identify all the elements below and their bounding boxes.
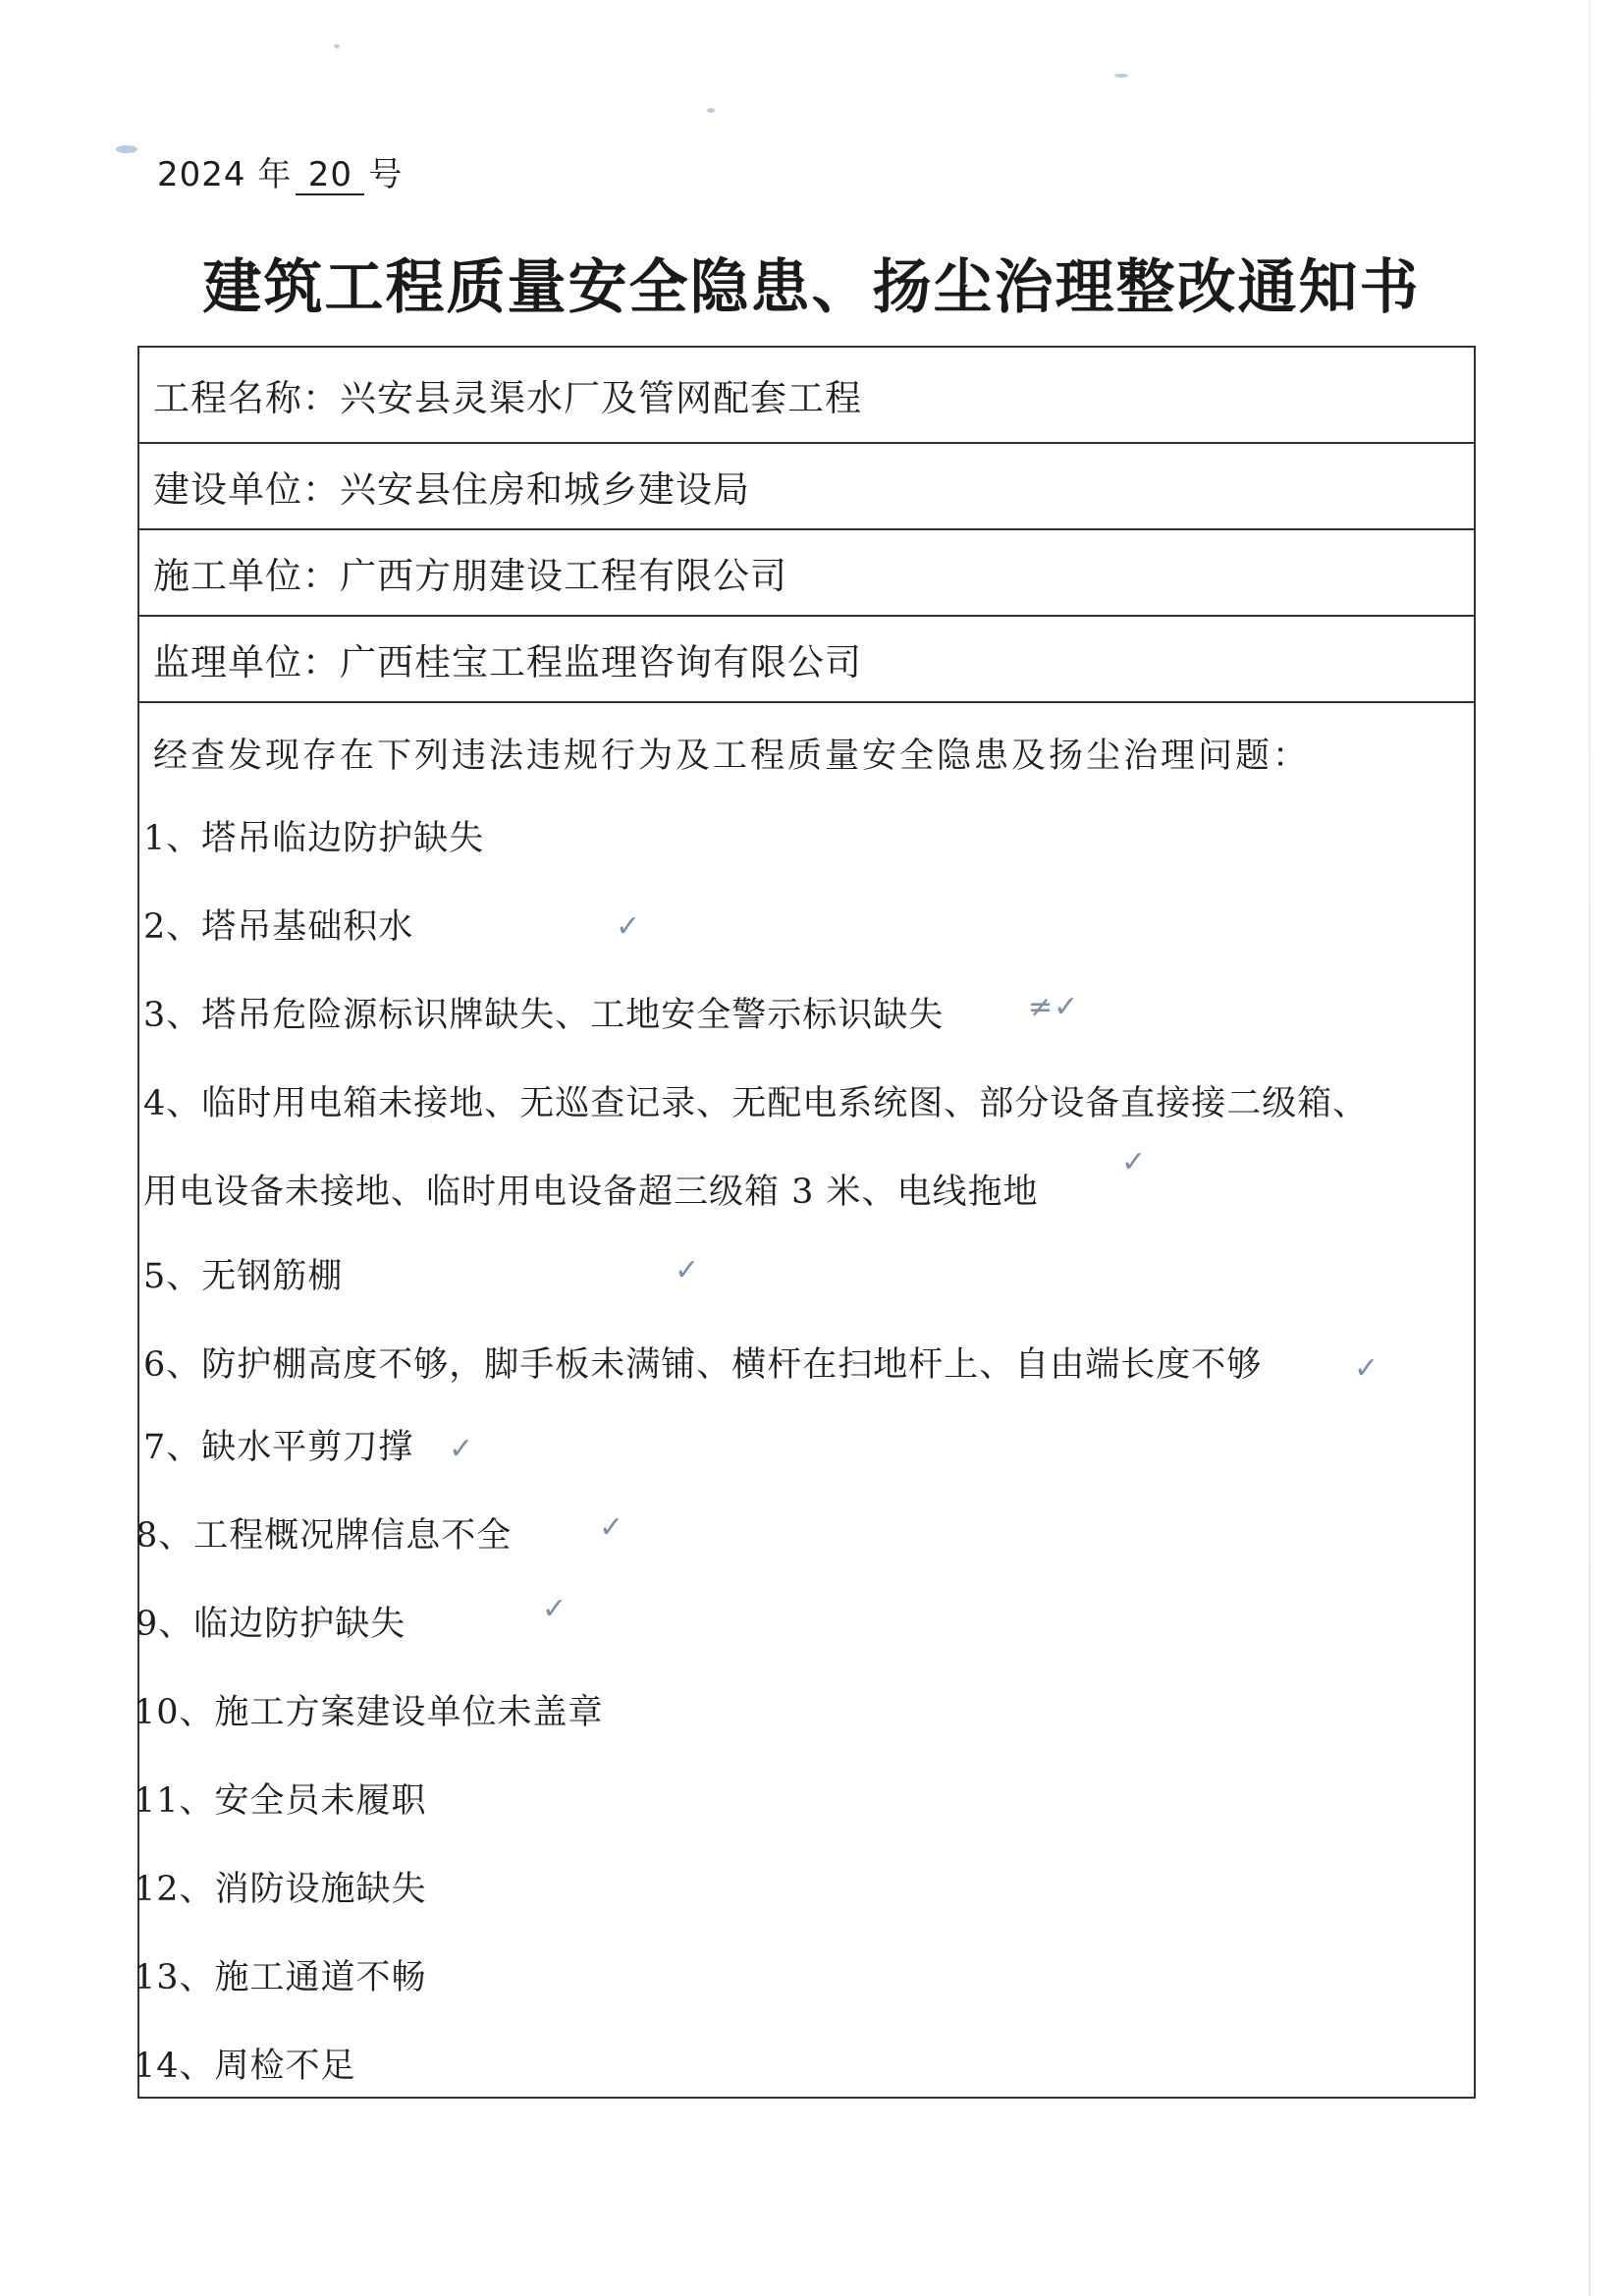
number-suffix: 号 bbox=[368, 155, 404, 194]
supervisor-row bbox=[139, 617, 1474, 703]
check-mark-icon: ✓ bbox=[675, 1253, 701, 1287]
construction-owner-row bbox=[139, 444, 1474, 530]
findings-intro: 经查发现存在下列违法违规行为及工程质量安全隐患及扬尘治理问题： bbox=[153, 737, 1311, 776]
check-mark-icon: ✓ bbox=[599, 1510, 625, 1545]
contractor: 施工单位：广西方朋建设工程有限公司 bbox=[153, 555, 787, 597]
finding-item: 11、安全员未履职 bbox=[134, 1781, 427, 1821]
finding-item-continuation: 用电设备未接地、临时用电设备超三级箱 3 米、电线拖地 bbox=[143, 1173, 1039, 1212]
check-mark-icon: ✓ bbox=[1121, 1145, 1148, 1179]
check-mark-icon: ≠✓ bbox=[1028, 990, 1080, 1024]
construction-owner: 建设单位：兴安县住房和城乡建设局 bbox=[153, 468, 750, 511]
finding-item: 7、缺水平剪刀撑 bbox=[143, 1428, 414, 1467]
check-mark-icon: ✓ bbox=[542, 1592, 568, 1626]
finding-item: 6、防护棚高度不够，脚手板未满铺、横杆在扫地杆上、自由端长度不够 bbox=[143, 1345, 1263, 1385]
scan-speck bbox=[334, 44, 340, 48]
notice-form bbox=[134, 346, 1476, 2099]
scan-speck bbox=[1114, 74, 1128, 78]
finding-item: 10、施工方案建设单位未盖章 bbox=[134, 1693, 604, 1732]
finding-item: 5、无钢筋棚 bbox=[143, 1257, 344, 1296]
finding-item: 8、工程概况牌信息不全 bbox=[135, 1516, 513, 1556]
finding-item: 3、塔吊危险源标识牌缺失、工地安全警示标识缺失 bbox=[143, 996, 945, 1035]
check-mark-icon: ✓ bbox=[1354, 1351, 1380, 1386]
finding-item: 13、施工通道不畅 bbox=[134, 1958, 427, 1997]
contractor-row bbox=[139, 530, 1474, 617]
finding-item: 9、临边防护缺失 bbox=[135, 1605, 406, 1644]
scan-speck bbox=[116, 145, 137, 153]
check-mark-icon: ✓ bbox=[449, 1432, 475, 1466]
project-name: 工程名称：兴安县灵渠水厂及管网配套工程 bbox=[153, 377, 862, 419]
check-mark-icon: ✓ bbox=[616, 909, 642, 944]
project-name-row bbox=[139, 348, 1474, 444]
number-value: 20 bbox=[296, 156, 364, 195]
document-number bbox=[157, 147, 403, 195]
finding-item: 4、临时用电箱未接地、无巡查记录、无配电系统图、部分设备直接接二级箱、 bbox=[143, 1084, 1369, 1123]
finding-item: 2、塔吊基础积水 bbox=[143, 907, 414, 947]
finding-item: 1、塔吊临边防护缺失 bbox=[143, 819, 485, 858]
scan-edge bbox=[1589, 0, 1591, 2296]
finding-item: 12、消防设施缺失 bbox=[134, 1870, 427, 1909]
finding-item: 14、周检不足 bbox=[134, 2047, 356, 2086]
year-label: 2024 年 bbox=[157, 155, 293, 194]
scan-speck bbox=[707, 108, 715, 113]
document-title: 建筑工程质量安全隐患、扬尘治理整改通知书 bbox=[202, 253, 1421, 322]
supervisor: 监理单位：广西桂宝工程监理咨询有限公司 bbox=[153, 641, 862, 683]
